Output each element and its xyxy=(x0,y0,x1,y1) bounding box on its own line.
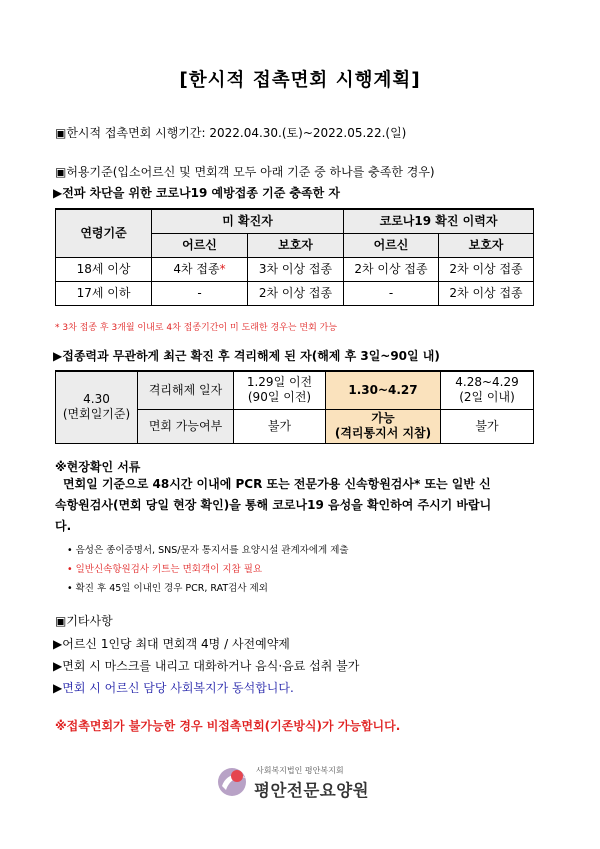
non-contact-notice: ※접촉면회가 불가능한 경우 비접촉면회(기존방식)가 가능합니다. xyxy=(55,719,401,733)
value-cell: - xyxy=(344,281,439,305)
misc-item-1: ▶어르신 1인당 최대 면회객 4명 / 사전예약제 xyxy=(53,637,290,651)
release-date-label: 격리해제 일자 xyxy=(138,371,234,409)
misc-heading: ▣기타사항 xyxy=(55,614,113,628)
value-cell: 3차 이상 접종 xyxy=(248,257,344,281)
group-unconfirmed-header: 미 확진자 xyxy=(152,209,344,233)
period-after-cell: 4.28~4.29 (2일 이내) xyxy=(441,371,534,409)
misc-item-2: ▶면회 시 마스크를 내리고 대화하거나 음식·음료 섭취 불가 xyxy=(53,659,360,673)
value-cell: 2차 이상 접종 xyxy=(344,257,439,281)
visit-allowed-cell: 가능 (격리통지서 지참) xyxy=(326,409,441,443)
criteria-line: ▣허용기준(입소어르신 및 면회객 모두 아래 기준 중 하나를 충족한 경우) xyxy=(55,165,435,179)
onsite-paragraph: 면회일 기준으로 48시간 이내에 PCR 또는 전문가용 신속항원검사* 또는 일반 신 속항원검사(면회 당일 현장 확인)을 통해 코로나19 음성을 확인하여 주시기 바랍니 다. xyxy=(55,477,492,533)
age-cell: 18세 이상 xyxy=(56,257,152,281)
onsite-bullet-1: • 음성은 종이증명서, SNS/문자 통지서를 요양시설 관계자에게 제출 xyxy=(67,545,349,556)
table-row xyxy=(56,281,534,305)
onsite-bullet-2: • 일반신속항원검사 키트는 면회객이 지참 필요 xyxy=(67,564,263,575)
period-before-cell: 1.29일 이전 (90일 이전) xyxy=(234,371,326,409)
misc-item-3: ▶면회 시 어르신 담당 사회복지가 동석합니다. xyxy=(53,681,294,695)
page-title: [한시적 접촉면회 시행계획] xyxy=(179,70,421,91)
visit-availability-label: 면회 가능여부 xyxy=(138,409,234,443)
table1-footnote: * 3차 접종 후 3개월 이내로 4차 접종기간이 미 도래한 경우는 면회 가능 xyxy=(55,323,338,333)
logo-subtitle: 사회복지법인 평안복지회 xyxy=(256,766,344,775)
col-guardian-1: 보호자 xyxy=(248,233,344,257)
period-line: ▣한시적 접촉면회 시행기간: 2022.04.30.(토)~2022.05.22.(일) xyxy=(55,126,407,140)
value-cell: - xyxy=(152,281,248,305)
onsite-bullet-3: • 확진 후 45일 이내인 경우 PCR, RAT검사 제외 xyxy=(67,583,268,594)
group-confirmed-header: 코로나19 확진 이력자 xyxy=(344,209,534,233)
col-senior-2: 어르신 xyxy=(344,233,439,257)
criteria-sub2: ▶접종력과 무관하게 최근 확진 후 격리해제 된 자(해제 후 3일~90일 내) xyxy=(53,349,440,363)
table-row xyxy=(56,257,534,281)
col-guardian-2: 보호자 xyxy=(439,233,534,257)
age-header: 연령기준 xyxy=(56,209,152,257)
vaccination-criteria-table xyxy=(55,208,534,306)
period-allowed-cell: 1.30~4.27 xyxy=(326,371,441,409)
col-senior-1: 어르신 xyxy=(152,233,248,257)
value-cell: 4차 접종* xyxy=(152,257,248,281)
visit-after-cell: 불가 xyxy=(441,409,534,443)
quarantine-release-table xyxy=(55,370,534,444)
age-cell: 17세 이하 xyxy=(56,281,152,305)
value-cell: 2차 이상 접종 xyxy=(248,281,344,305)
footnote-star: * xyxy=(219,261,226,276)
visit-before-cell: 불가 xyxy=(234,409,326,443)
criteria-sub1: ▶전파 차단을 위한 코로나19 예방접종 기준 충족한 자 xyxy=(53,186,341,200)
logo-name: 평안전문요양원 xyxy=(254,781,370,800)
value-cell: 2차 이상 접종 xyxy=(439,281,534,305)
reference-date-cell: 4.30 (면회일기준) xyxy=(56,371,138,443)
facility-logo-icon xyxy=(216,764,252,798)
onsite-heading: ※현장확인 서류 xyxy=(55,460,141,474)
value-cell: 2차 이상 접종 xyxy=(439,257,534,281)
